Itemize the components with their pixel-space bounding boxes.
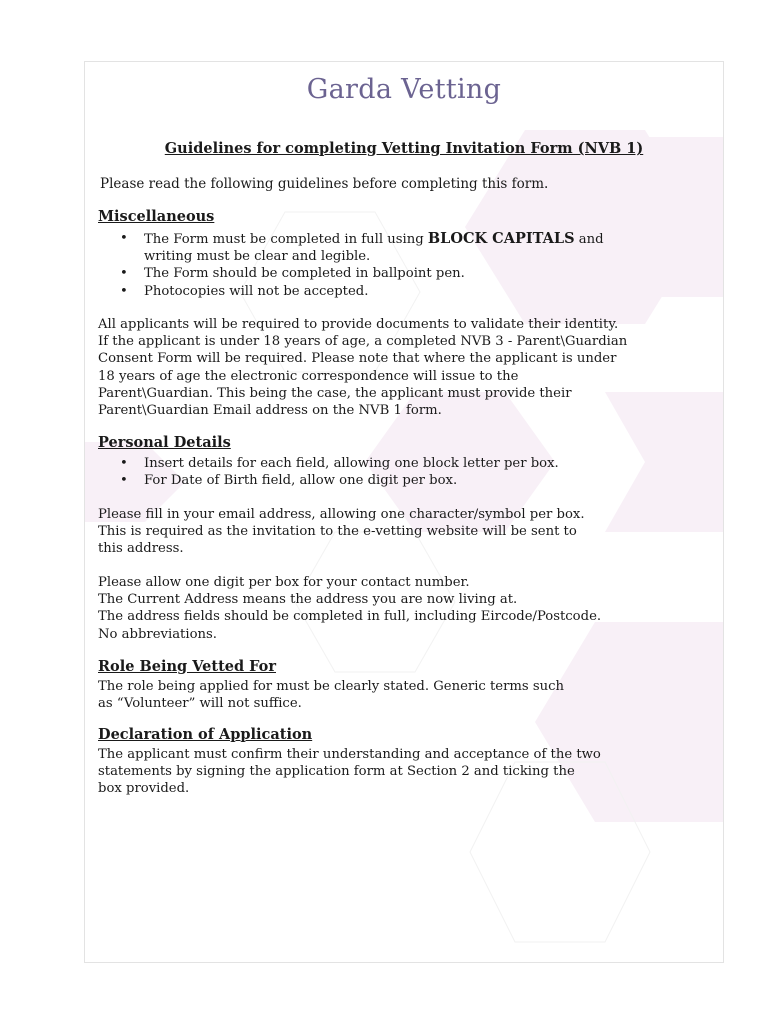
paragraph-line: 18 years of age the electronic correspondence will issue to the bbox=[98, 368, 519, 384]
bullet-text: Insert details for each field, allowing one block letter per box. bbox=[144, 456, 559, 471]
emphasis-text: BLOCK CAPITALS bbox=[427, 230, 575, 247]
paragraph-line: No abbreviations. bbox=[98, 626, 217, 642]
paragraph-line: The address fields should be completed in full, including Eircode/Postcode. bbox=[98, 609, 602, 625]
document-subtitle: Guidelines for completing Vetting Invitation Form (NVB 1) bbox=[164, 140, 644, 157]
paragraph-line: this address. bbox=[98, 541, 184, 557]
heading-declaration: Declaration of Application bbox=[98, 726, 313, 743]
bullet-dot-icon: • bbox=[120, 283, 128, 299]
bullet-text: and bbox=[574, 232, 604, 247]
paragraph-line: This is required as the invitation to the e-vetting website will be sent to bbox=[98, 524, 577, 540]
paragraph-line: statements by signing the application form at Section 2 and ticking the bbox=[98, 764, 575, 780]
paragraph-line: box provided. bbox=[98, 781, 190, 797]
list-item bbox=[98, 472, 658, 489]
document-page bbox=[84, 61, 724, 963]
contact-paragraph bbox=[98, 574, 658, 643]
role-paragraph bbox=[98, 678, 658, 712]
declaration-paragraph bbox=[98, 746, 658, 798]
list-item bbox=[98, 230, 658, 265]
document-content bbox=[85, 62, 723, 962]
paragraph-line: Please allow one digit per box for your contact number. bbox=[98, 575, 470, 590]
identity-paragraph bbox=[98, 316, 658, 419]
paragraph-line: Parent\Guardian Email address on the NVB 1 form. bbox=[98, 403, 442, 419]
personal-bullet-list bbox=[98, 455, 658, 489]
bullet-text: The Form should be completed in ballpoint pen. bbox=[144, 266, 465, 282]
bullet-dot-icon: • bbox=[120, 266, 128, 282]
paragraph-line: as “Volunteer” will not suffice. bbox=[98, 696, 302, 712]
bullet-text: Photocopies will not be accepted. bbox=[144, 283, 369, 299]
list-item bbox=[98, 455, 658, 472]
bullet-text: writing must be clear and legible. bbox=[144, 249, 371, 265]
paragraph-line: Parent\Guardian. This being the case, the applicant must provide their bbox=[98, 385, 572, 401]
paragraph-line: The applicant must confirm their understanding and acceptance of the two bbox=[98, 747, 601, 762]
bullet-text: The Form must be completed in full using bbox=[144, 232, 428, 247]
list-item bbox=[98, 265, 658, 282]
misc-bullet-list bbox=[98, 230, 658, 300]
heading-role-being-vetted: Role Being Vetted For bbox=[98, 658, 276, 675]
paragraph-line: If the applicant is under 18 years of age, a completed NVB 3 - Parent\Guardian bbox=[98, 334, 628, 350]
page-title: Garda Vetting bbox=[306, 74, 502, 105]
paragraph-line: All applicants will be required to provide documents to validate their identity. bbox=[98, 317, 619, 332]
heading-personal-details: Personal Details bbox=[98, 434, 231, 451]
paragraph-line: The Current Address means the address you are now living at. bbox=[98, 592, 518, 608]
heading-miscellaneous: Miscellaneous bbox=[98, 208, 215, 225]
bullet-text: For Date of Birth field, allow one digit per box. bbox=[144, 473, 458, 489]
paragraph-line: The role being applied for must be clearly stated. Generic terms such bbox=[98, 679, 565, 694]
list-item bbox=[98, 283, 658, 300]
bullet-dot-icon: • bbox=[120, 473, 128, 489]
bullet-dot-icon: • bbox=[120, 231, 128, 246]
email-paragraph bbox=[98, 506, 658, 558]
paragraph-line: Please fill in your email address, allowing one character/symbol per box. bbox=[98, 507, 585, 522]
bullet-dot-icon: • bbox=[120, 456, 128, 471]
intro-text: Please read the following guidelines before completing this form. bbox=[100, 176, 549, 192]
paragraph-line: Consent Form will be required. Please note that where the applicant is under bbox=[98, 351, 617, 367]
